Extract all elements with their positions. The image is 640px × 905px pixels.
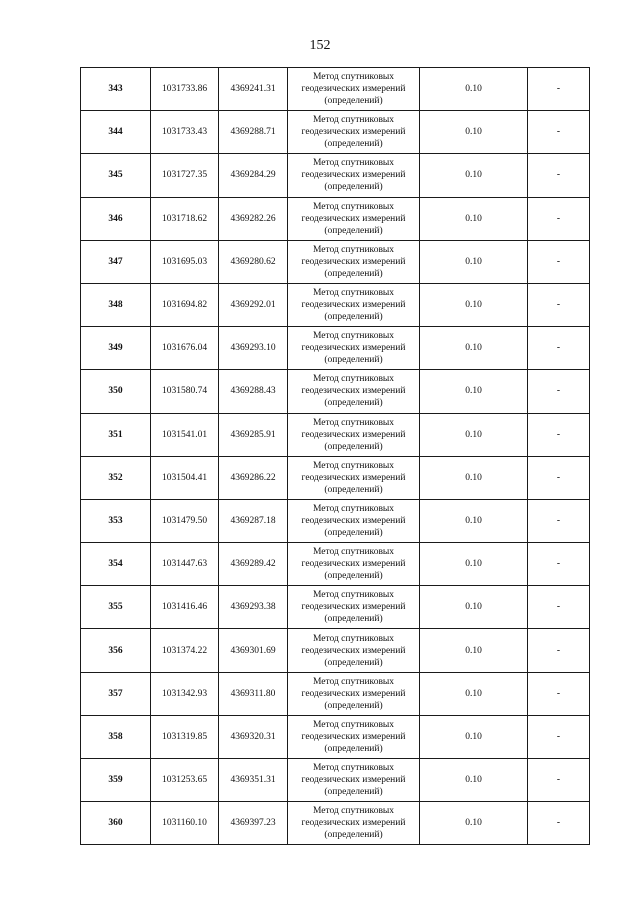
x-coordinate-cell: 1031727.35 [151,154,219,197]
table-body [81,68,590,845]
table-row [81,240,590,283]
x-coordinate-cell: 1031541.01 [151,413,219,456]
y-coordinate-cell: 4369351.31 [219,759,288,802]
method-cell [288,586,420,629]
note-cell: - [528,499,590,542]
page-number: 152 [309,38,331,53]
method-cell [288,543,420,586]
point-number-cell: 353 [81,499,151,542]
y-coordinate-cell: 4369289.42 [219,543,288,586]
method-line: (определений) [324,484,383,495]
method-cell [288,802,420,845]
point-number-cell: 349 [81,327,151,370]
method-line: Метод спутниковых [312,331,395,342]
method-cell [288,715,420,758]
method-cell [288,456,420,499]
table-row [81,413,590,456]
y-coordinate-cell: 4369292.01 [219,283,288,326]
method-line: геодезических измерений [301,688,406,699]
table-row [81,370,590,413]
method-line: (определений) [324,614,383,625]
method-line: Метод спутниковых [312,201,395,212]
x-coordinate-cell: 1031694.82 [151,283,219,326]
note-cell: - [528,370,590,413]
method-line: геодезических измерений [301,775,406,786]
method-cell [288,111,420,154]
note-cell: - [528,413,590,456]
method-line: геодезических измерений [301,429,406,440]
y-coordinate-cell: 4369285.91 [219,413,288,456]
accuracy-cell: 0.10 [420,456,528,499]
table-row [81,197,590,240]
method-line: (определений) [324,268,383,279]
x-coordinate-cell: 1031374.22 [151,629,219,672]
method-cell [288,154,420,197]
table-row [81,629,590,672]
method-line: геодезических измерений [301,84,406,95]
method-line: (определений) [324,398,383,409]
table-row [81,283,590,326]
x-coordinate-cell: 1031718.62 [151,197,219,240]
point-number-cell: 356 [81,629,151,672]
y-coordinate-cell: 4369284.29 [219,154,288,197]
accuracy-cell: 0.10 [420,240,528,283]
point-number-cell: 357 [81,672,151,715]
method-cell [288,499,420,542]
note-cell: - [528,586,590,629]
table-row [81,327,590,370]
accuracy-cell: 0.10 [420,154,528,197]
method-line: Метод спутниковых [312,115,395,126]
x-coordinate-cell: 1031479.50 [151,499,219,542]
method-line: геодезических измерений [301,386,406,397]
method-line: (определений) [324,139,383,150]
method-line: Метод спутниковых [312,374,395,385]
y-coordinate-cell: 4369320.31 [219,715,288,758]
method-line: Метод спутниковых [312,633,395,644]
method-cell [288,370,420,413]
note-cell: - [528,629,590,672]
method-line: Метод спутниковых [312,806,395,817]
method-line: Метод спутниковых [312,417,395,428]
method-line: геодезических измерений [301,213,406,224]
method-line: Метод спутниковых [312,72,395,83]
accuracy-cell: 0.10 [420,672,528,715]
method-line: (определений) [324,571,383,582]
note-cell: - [528,283,590,326]
note-cell: - [528,240,590,283]
method-line: Метод спутниковых [312,503,395,514]
table-row [81,154,590,197]
y-coordinate-cell: 4369288.43 [219,370,288,413]
method-line: (определений) [324,96,383,107]
x-coordinate-cell: 1031504.41 [151,456,219,499]
method-line: геодезических измерений [301,256,406,267]
coordinates-table [80,67,590,845]
x-coordinate-cell: 1031416.46 [151,586,219,629]
method-line: Метод спутниковых [312,547,395,558]
method-cell [288,327,420,370]
method-line: Метод спутниковых [312,763,395,774]
accuracy-cell: 0.10 [420,629,528,672]
y-coordinate-cell: 4369288.71 [219,111,288,154]
accuracy-cell: 0.10 [420,111,528,154]
accuracy-cell: 0.10 [420,759,528,802]
point-number-cell: 350 [81,370,151,413]
note-cell: - [528,802,590,845]
method-line: Метод спутниковых [312,719,395,730]
point-number-cell: 351 [81,413,151,456]
point-number-cell: 359 [81,759,151,802]
note-cell: - [528,456,590,499]
note-cell: - [528,759,590,802]
point-number-cell: 344 [81,111,151,154]
method-line: (определений) [324,743,383,754]
accuracy-cell: 0.10 [420,413,528,456]
method-line: (определений) [324,355,383,366]
method-cell [288,283,420,326]
x-coordinate-cell: 1031733.43 [151,111,219,154]
note-cell: - [528,154,590,197]
x-coordinate-cell: 1031319.85 [151,715,219,758]
table-row [81,802,590,845]
x-coordinate-cell: 1031676.04 [151,327,219,370]
method-line: (определений) [324,182,383,193]
table-row [81,672,590,715]
x-coordinate-cell: 1031695.03 [151,240,219,283]
accuracy-cell: 0.10 [420,586,528,629]
table-row [81,111,590,154]
method-line: (определений) [324,787,383,798]
point-number-cell: 345 [81,154,151,197]
note-cell: - [528,111,590,154]
method-line: геодезических измерений [301,170,406,181]
method-line: (определений) [324,527,383,538]
method-cell [288,413,420,456]
accuracy-cell: 0.10 [420,370,528,413]
method-line: (определений) [324,312,383,323]
accuracy-cell: 0.10 [420,543,528,586]
x-coordinate-cell: 1031342.93 [151,672,219,715]
method-line: Метод спутниковых [312,676,395,687]
method-line: Метод спутниковых [312,460,395,471]
method-line: (определений) [324,441,383,452]
method-cell [288,672,420,715]
point-number-cell: 348 [81,283,151,326]
method-cell [288,240,420,283]
note-cell: - [528,197,590,240]
method-line: геодезических измерений [301,343,406,354]
x-coordinate-cell: 1031447.63 [151,543,219,586]
x-coordinate-cell: 1031160.10 [151,802,219,845]
point-number-cell: 354 [81,543,151,586]
y-coordinate-cell: 4369282.26 [219,197,288,240]
method-line: геодезических измерений [301,645,406,656]
x-coordinate-cell: 1031733.86 [151,68,219,111]
accuracy-cell: 0.10 [420,197,528,240]
method-line: Метод спутниковых [312,288,395,299]
method-cell [288,759,420,802]
y-coordinate-cell: 4369287.18 [219,499,288,542]
point-number-cell: 352 [81,456,151,499]
method-line: геодезических измерений [301,300,406,311]
method-cell [288,68,420,111]
method-line: геодезических измерений [301,818,406,829]
method-line: геодезических измерений [301,731,406,742]
y-coordinate-cell: 4369241.31 [219,68,288,111]
method-line: (определений) [324,225,383,236]
y-coordinate-cell: 4369301.69 [219,629,288,672]
note-cell: - [528,327,590,370]
y-coordinate-cell: 4369311.80 [219,672,288,715]
y-coordinate-cell: 4369293.38 [219,586,288,629]
method-line: геодезических измерений [301,515,406,526]
method-line: (определений) [324,830,383,841]
table-row [81,499,590,542]
table-row [81,68,590,111]
method-line: (определений) [324,657,383,668]
method-line: геодезических измерений [301,472,406,483]
method-line: Метод спутниковых [312,158,395,169]
y-coordinate-cell: 4369286.22 [219,456,288,499]
note-cell: - [528,68,590,111]
table-row [81,456,590,499]
method-line: (определений) [324,700,383,711]
table-row [81,715,590,758]
method-cell [288,197,420,240]
table-row [81,586,590,629]
method-line: Метод спутниковых [312,244,395,255]
method-line: Метод спутниковых [312,590,395,601]
point-number-cell: 346 [81,197,151,240]
method-line: геодезических измерений [301,602,406,613]
accuracy-cell: 0.10 [420,802,528,845]
method-cell [288,629,420,672]
accuracy-cell: 0.10 [420,68,528,111]
note-cell: - [528,543,590,586]
accuracy-cell: 0.10 [420,715,528,758]
table-row [81,759,590,802]
accuracy-cell: 0.10 [420,283,528,326]
y-coordinate-cell: 4369293.10 [219,327,288,370]
point-number-cell: 358 [81,715,151,758]
y-coordinate-cell: 4369280.62 [219,240,288,283]
point-number-cell: 343 [81,68,151,111]
method-line: геодезических измерений [301,559,406,570]
accuracy-cell: 0.10 [420,499,528,542]
x-coordinate-cell: 1031580.74 [151,370,219,413]
note-cell: - [528,715,590,758]
point-number-cell: 347 [81,240,151,283]
point-number-cell: 360 [81,802,151,845]
method-line: геодезических измерений [301,127,406,138]
accuracy-cell: 0.10 [420,327,528,370]
point-number-cell: 355 [81,586,151,629]
table-row [81,543,590,586]
note-cell: - [528,672,590,715]
x-coordinate-cell: 1031253.65 [151,759,219,802]
y-coordinate-cell: 4369397.23 [219,802,288,845]
